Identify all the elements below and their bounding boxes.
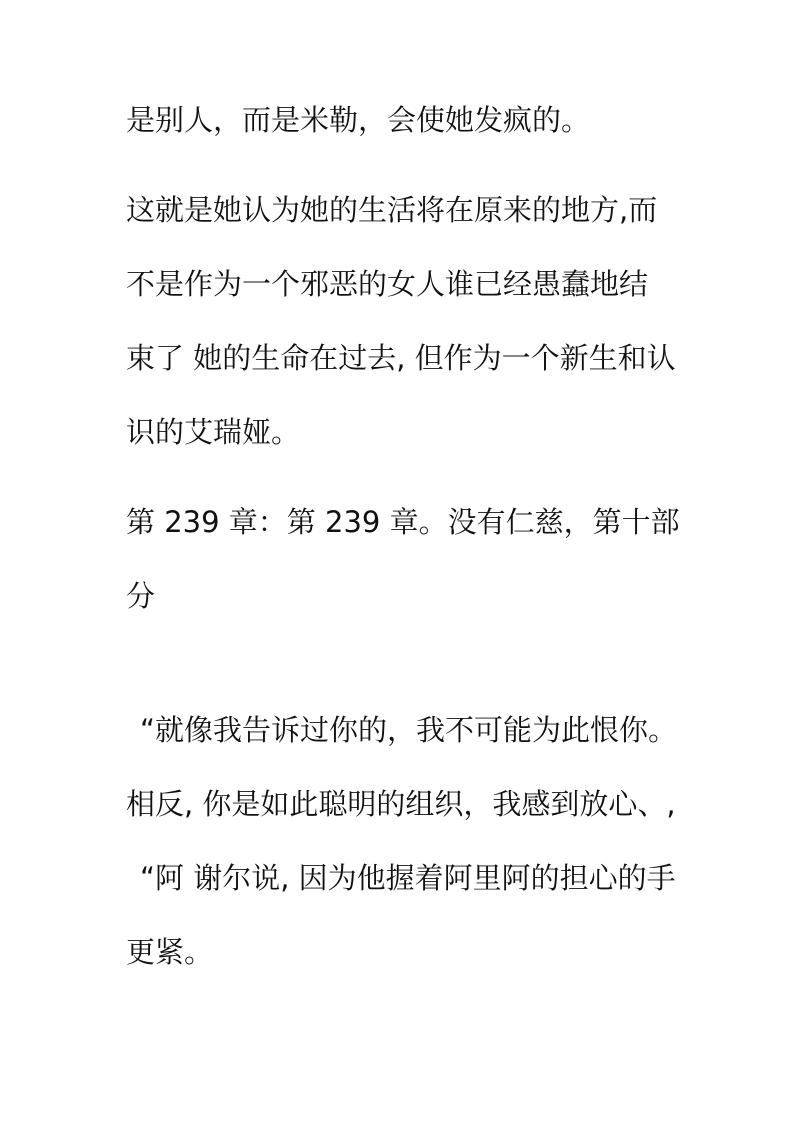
chapter-heading: 分: [126, 579, 156, 613]
paragraph-line: “就像我告诉过你的，我不可能为此恨你。: [140, 713, 678, 747]
paragraph-line: 这就是她认为她的生活将在原来的地方,而: [126, 193, 658, 227]
paragraph-line: “阿 谢尔说, 因为他握着阿里阿的担心的手: [140, 861, 676, 895]
paragraph-line: 识的艾瑞娅。: [126, 415, 301, 449]
paragraph-line: 是别人，而是米勒，会使她发疯的。: [126, 103, 591, 137]
paragraph-line: 相反, 你是如此聪明的组织，我感到放心、,: [126, 787, 676, 821]
paragraph-line: 束了 她的生命在过去, 但作为一个新生和认: [126, 341, 676, 375]
paragraph-line: 更紧。: [126, 935, 214, 969]
paragraph-line: 不是作为一个邪恶的女人谁已经愚蠢地结: [126, 267, 649, 301]
chapter-heading: 第 239 章：第 239 章。没有仁慈，第十部: [126, 505, 680, 539]
